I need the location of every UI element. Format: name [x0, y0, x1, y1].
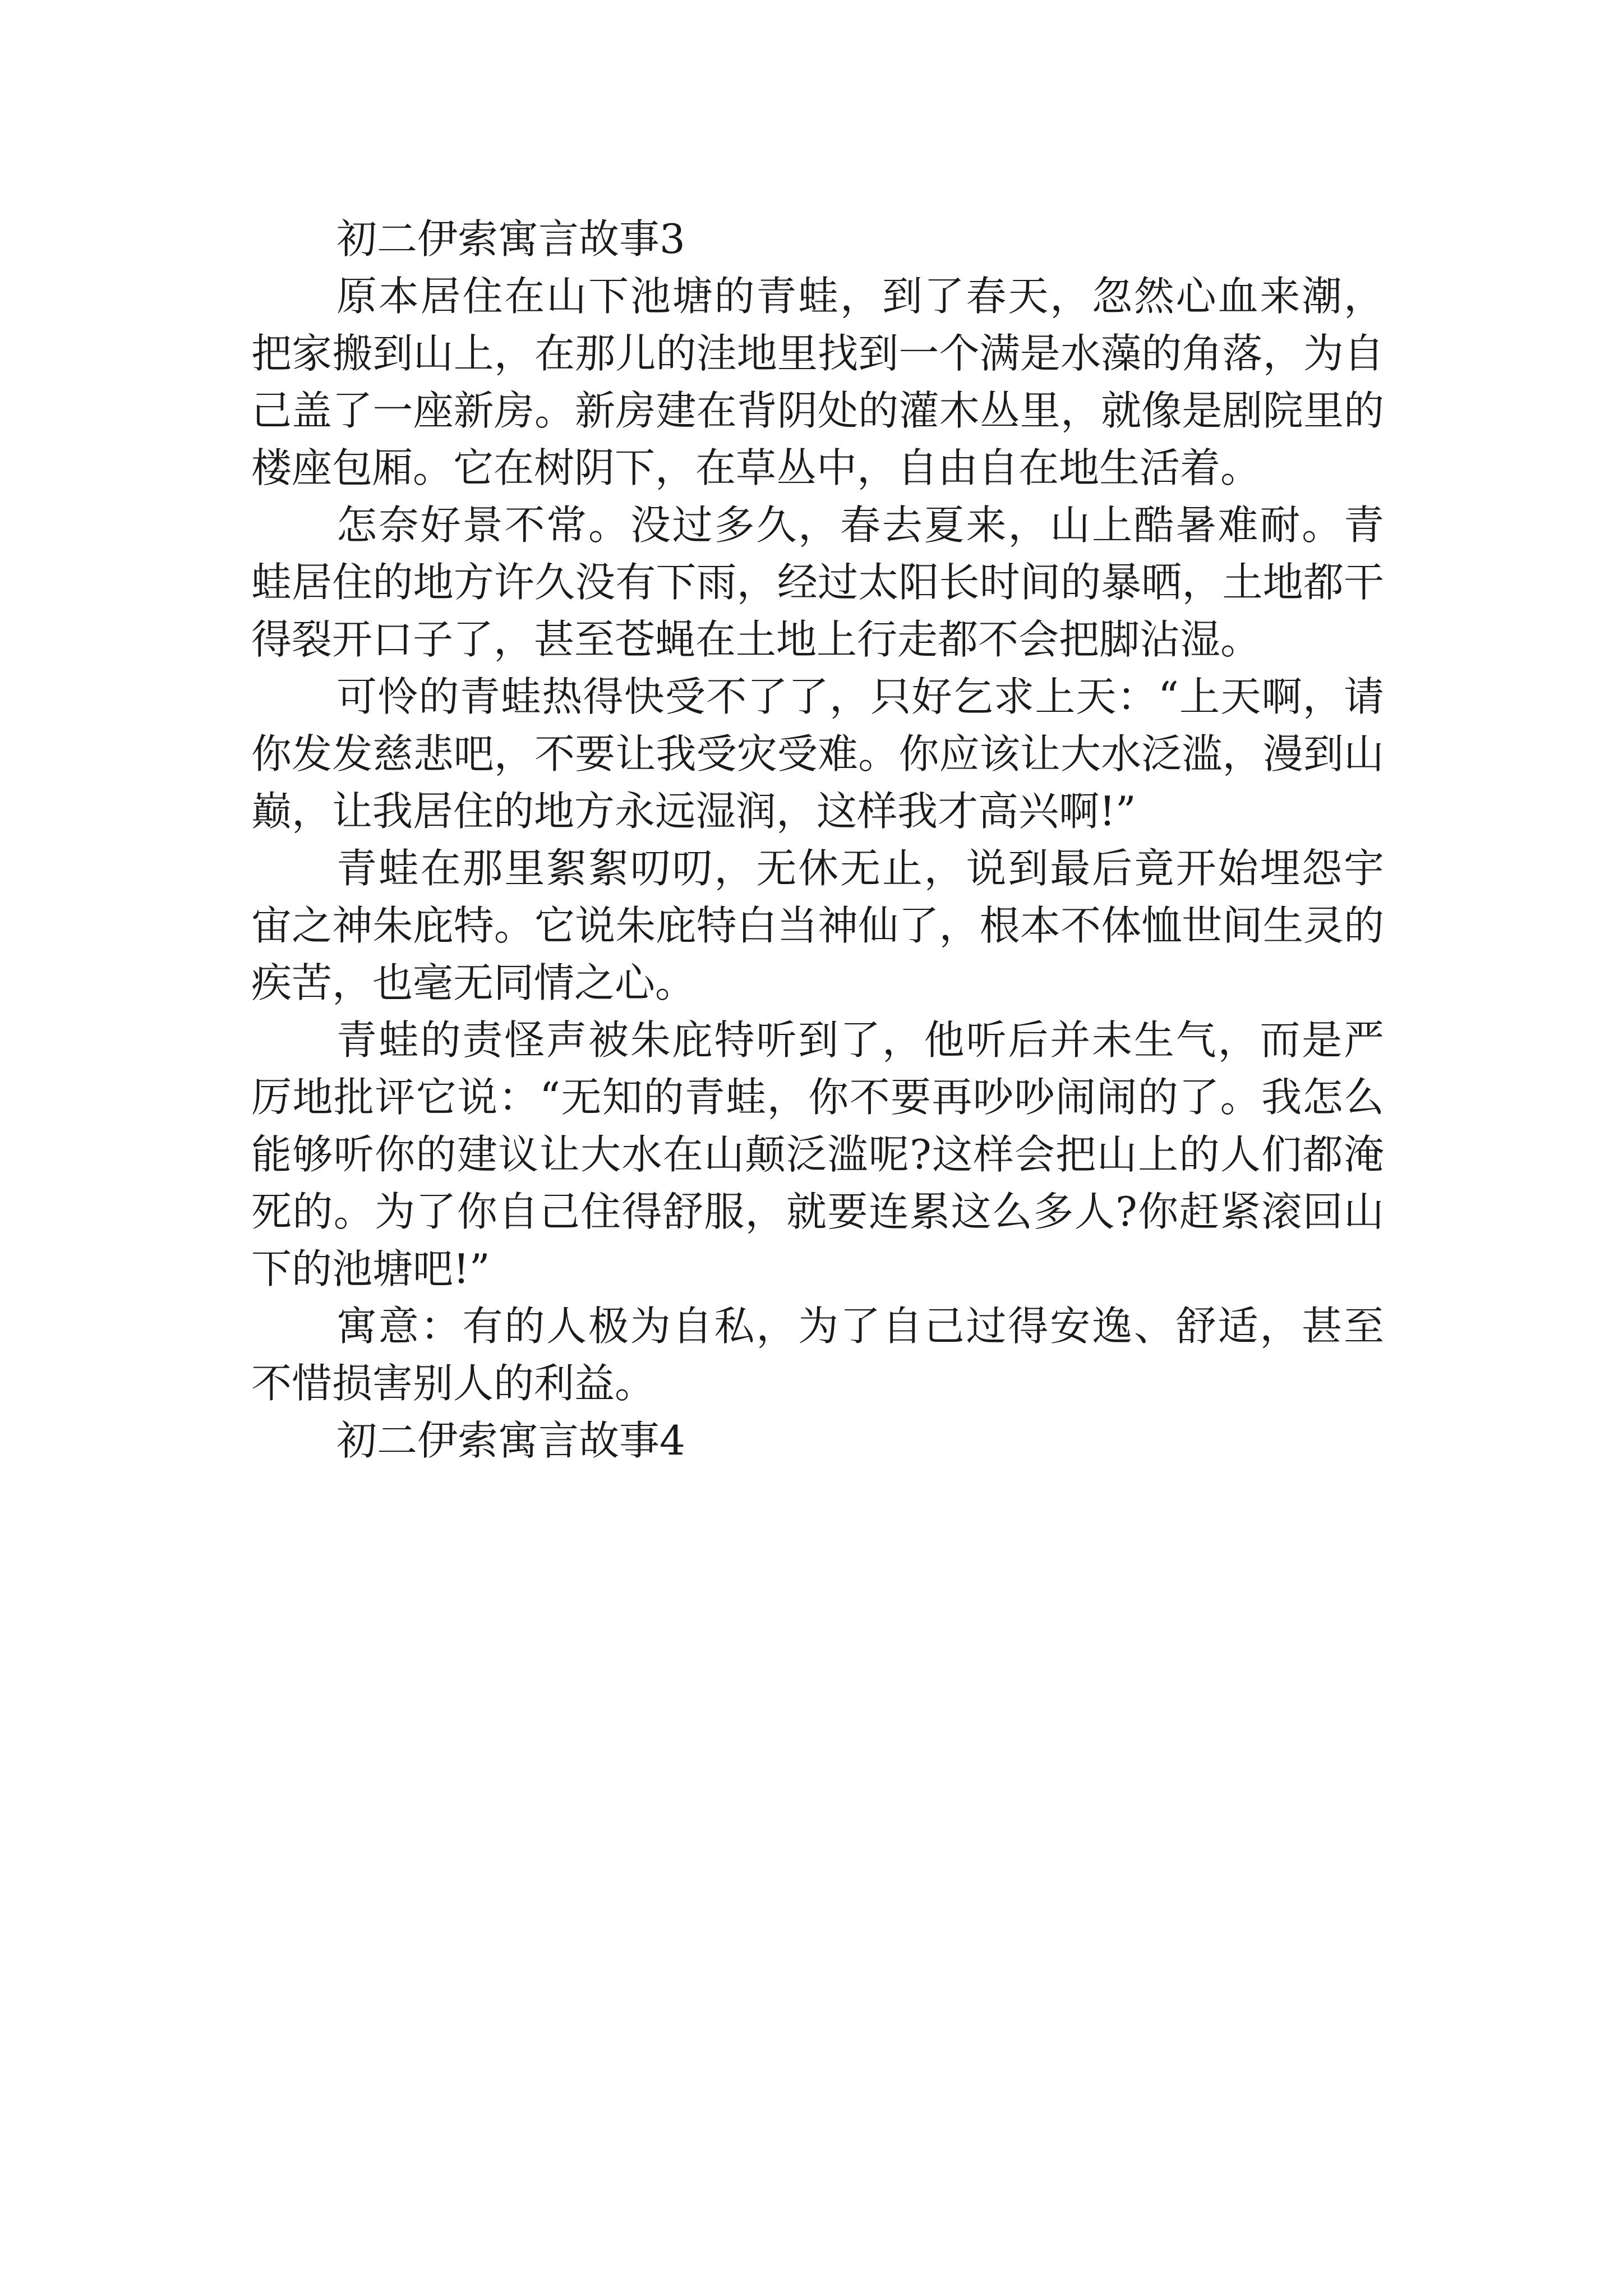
- paragraph-1: 原本居住在山下池塘的青蛙，到了春天，忽然心血来潮，把家搬到山上，在那儿的洼地里找到一个满是水藻的角落，为自己盖了一座新房。新房建在背阴处的灌木丛里，就像是剧院里的楼座包厢。它在树阴下，在草丛中，自由自在地生活着。: [251, 273, 1384, 491]
- section-heading-4: 初二伊索寓言故事4: [336, 1417, 685, 1464]
- section-heading-3: 初二伊索寓言故事3: [336, 215, 685, 263]
- paragraph-3: 可怜的青蛙热得快受不了了，只好乞求上天：“上天啊，请你发发慈悲吧，不要让我受灾受难。你应该让大水泛滥，漫到山巅，让我居住的地方永远湿润，这样我才高兴啊!”: [251, 673, 1384, 835]
- paragraph-2: 怎奈好景不常。没过多久，春去夏来，山上酷暑难耐。青蛙居住的地方许久没有下雨，经过太阳长时间的暴晒，土地都干得裂开口子了，甚至苍蝇在土地上行走都不会把脚沾湿。: [251, 501, 1384, 663]
- paragraph-moral: 寓意：有的人极为自私，为了自己过得安逸、舒适，甚至不惜损害别人的利益。: [251, 1303, 1384, 1407]
- document-body: [251, 210, 1384, 1469]
- paragraph-5: 青蛙的责怪声被朱庇特听到了，他听后并未生气，而是严厉地批评它说：“无知的青蛙，你不要再吵吵闹闹的了。我怎么能够听你的建议让大水在山颠泛滥呢?这样会把山上的人们都淹死的。为了你自己住得舒服，就要连累这么多人?你赶紧滚回山下的池塘吧!”: [251, 1016, 1384, 1292]
- paragraph-4: 青蛙在那里絮絮叨叨，无休无止，说到最后竟开始埋怨宇宙之神朱庇特。它说朱庇特白当神仙了，根本不体恤世间生灵的疾苦，也毫无同情之心。: [251, 845, 1384, 1006]
